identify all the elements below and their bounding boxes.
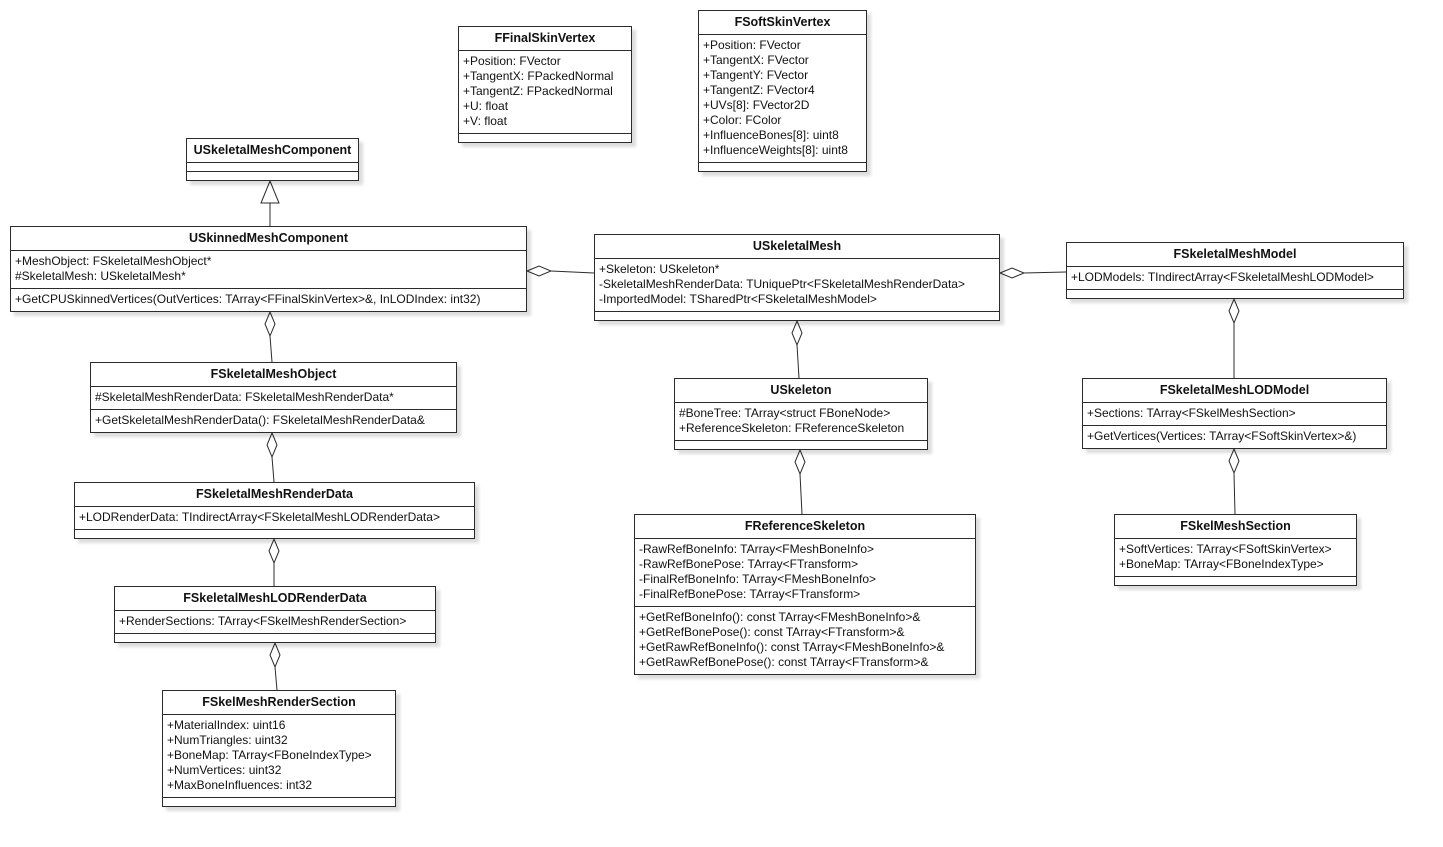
attribute-list bbox=[1083, 403, 1386, 426]
class-name: FSkeletalMeshLODRenderData bbox=[115, 587, 435, 611]
class-uskeleton[interactable] bbox=[674, 378, 928, 450]
class-uskeletalmesh[interactable] bbox=[594, 234, 1000, 321]
attribute: -RawRefBoneInfo: TArray<FMeshBoneInfo> bbox=[639, 542, 875, 556]
attribute-list bbox=[163, 715, 395, 798]
attribute-list bbox=[115, 611, 435, 634]
attribute-list bbox=[699, 35, 866, 163]
class-name: FSkelMeshSection bbox=[1115, 515, 1356, 539]
class-name: FSoftSkinVertex bbox=[699, 11, 866, 35]
class-freferenceskeleton[interactable] bbox=[634, 514, 976, 675]
operation-list bbox=[675, 441, 927, 449]
class-name: USkinnedMeshComponent bbox=[11, 227, 526, 251]
class-fskelmeshrendersection[interactable] bbox=[162, 690, 396, 807]
attribute: +MaterialIndex: uint16 bbox=[167, 718, 286, 732]
attribute-list bbox=[187, 163, 358, 172]
class-name: FSkeletalMeshLODModel bbox=[1083, 379, 1386, 403]
aggregation-line bbox=[800, 474, 802, 514]
aggregation-diamond bbox=[1229, 449, 1239, 473]
class-name: FSkeletalMeshModel bbox=[1067, 243, 1403, 267]
attribute: +Skeleton: USkeleton* bbox=[599, 262, 720, 276]
operation-list bbox=[11, 289, 526, 311]
class-name: USkeletalMesh bbox=[595, 235, 999, 259]
attribute-list bbox=[11, 251, 526, 289]
operation: +GetRawRefBonePose(): const TArray<FTransform>& bbox=[639, 655, 929, 669]
class-fskeletalmeshrenderdata[interactable] bbox=[74, 482, 475, 539]
class-ffinalskinvertex[interactable] bbox=[458, 26, 632, 143]
class-name: USkeletalMeshComponent bbox=[187, 139, 358, 163]
aggregation-diamond bbox=[795, 450, 805, 474]
attribute: +InfluenceWeights[8]: uint8 bbox=[703, 143, 848, 157]
operation: +GetRefBoneInfo(): const TArray<FMeshBoneInfo>& bbox=[639, 610, 921, 624]
aggregation-line bbox=[797, 345, 799, 378]
operation: +GetVertices(Vertices: TArray<FSoftSkinVertex>&) bbox=[1087, 429, 1357, 443]
attribute: +TangentZ: FPackedNormal bbox=[463, 84, 613, 98]
attribute: -SkeletalMeshRenderData: TUniquePtr<FSkeletalMeshRenderData> bbox=[599, 277, 965, 291]
attribute: +TangentY: FVector bbox=[703, 68, 809, 82]
class-name: USkeleton bbox=[675, 379, 927, 403]
class-name: FReferenceSkeleton bbox=[635, 515, 975, 539]
class-fskelmeshsection[interactable] bbox=[1114, 514, 1357, 586]
attribute: +Position: FVector bbox=[463, 54, 561, 68]
attribute: #BoneTree: TArray<struct FBoneNode> bbox=[679, 406, 891, 420]
operation: +GetSkeletalMeshRenderData(): FSkeletalMeshRenderData& bbox=[95, 413, 425, 427]
aggregation-diamond bbox=[527, 266, 551, 276]
attribute: -FinalRefBoneInfo: TArray<FMeshBoneInfo> bbox=[639, 572, 877, 586]
attribute: #SkeletalMesh: USkeletalMesh* bbox=[15, 269, 186, 283]
attribute: -FinalRefBonePose: TArray<FTransform> bbox=[639, 587, 861, 601]
aggregation-diamond bbox=[269, 539, 279, 563]
attribute: +V: float bbox=[463, 114, 507, 128]
operation: +GetRawRefBoneInfo(): const TArray<FMeshBoneInfo>& bbox=[639, 640, 945, 654]
operation: +GetCPUSkinnedVertices(OutVertices: TArray<FFinalSkinVertex>&, InLODIndex: int32) bbox=[15, 292, 481, 306]
attribute-list bbox=[1067, 267, 1403, 290]
attribute: +UVs[8]: FVector2D bbox=[703, 98, 810, 112]
attribute: +MeshObject: FSkeletalMeshObject* bbox=[15, 254, 212, 268]
attribute: +Color: FColor bbox=[703, 113, 782, 127]
attribute-list bbox=[75, 507, 474, 530]
aggregation-line bbox=[551, 271, 594, 273]
attribute-list bbox=[595, 259, 999, 312]
operation-list bbox=[595, 312, 999, 320]
class-fskeletalmeshlodrenderdata[interactable] bbox=[114, 586, 436, 643]
aggregation-diamond bbox=[267, 433, 277, 457]
class-fskeletalmeshlodmodel[interactable] bbox=[1082, 378, 1387, 449]
attribute: +TangentX: FPackedNormal bbox=[463, 69, 614, 83]
aggregation-line bbox=[275, 667, 277, 690]
attribute: +InfluenceBones[8]: uint8 bbox=[703, 128, 839, 142]
attribute: +SoftVertices: TArray<FSoftSkinVertex> bbox=[1119, 542, 1332, 556]
attribute: +U: float bbox=[463, 99, 509, 113]
attribute: +ReferenceSkeleton: FReferenceSkeleton bbox=[679, 421, 905, 435]
class-fsoftskinvertex[interactable] bbox=[698, 10, 867, 172]
class-name: FSkelMeshRenderSection bbox=[163, 691, 395, 715]
aggregation-line bbox=[1024, 272, 1066, 273]
attribute-list bbox=[91, 387, 456, 410]
attribute: +LODModels: TIndirectArray<FSkeletalMeshLODModel> bbox=[1071, 270, 1374, 284]
class-fskeletalmeshobject[interactable] bbox=[90, 362, 457, 433]
aggregation-diamond bbox=[270, 643, 280, 667]
class-name: FFinalSkinVertex bbox=[459, 27, 631, 51]
class-name: FSkeletalMeshObject bbox=[91, 363, 456, 387]
operation-list bbox=[459, 134, 631, 142]
attribute: +TangentX: FVector bbox=[703, 53, 809, 67]
class-uskinnedmeshcomponent[interactable] bbox=[10, 226, 527, 312]
attribute-list bbox=[459, 51, 631, 134]
aggregation-diamond bbox=[1229, 299, 1239, 323]
operation-list bbox=[1067, 290, 1403, 298]
aggregation-diamond bbox=[1000, 268, 1024, 278]
attribute-list bbox=[675, 403, 927, 441]
operation: +GetRefBonePose(): const TArray<FTransform>& bbox=[639, 625, 905, 639]
attribute: -RawRefBonePose: TArray<FTransform> bbox=[639, 557, 859, 571]
attribute: +NumTriangles: uint32 bbox=[167, 733, 288, 747]
operation-list bbox=[75, 530, 474, 538]
class-name: FSkeletalMeshRenderData bbox=[75, 483, 474, 507]
attribute: -ImportedModel: TSharedPtr<FSkeletalMeshModel> bbox=[599, 292, 877, 306]
operation-list bbox=[115, 634, 435, 642]
operation-list bbox=[163, 798, 395, 806]
aggregation-diamond bbox=[265, 312, 275, 336]
attribute: +LODRenderData: TIndirectArray<FSkeletalMeshLODRenderData> bbox=[79, 510, 440, 524]
attribute: +RenderSections: TArray<FSkelMeshRenderSection> bbox=[119, 614, 407, 628]
operation-list bbox=[635, 607, 975, 674]
attribute: +MaxBoneInfluences: int32 bbox=[167, 778, 313, 792]
class-uskeletalmeshcomponent[interactable] bbox=[186, 138, 359, 181]
attribute: +NumVertices: uint32 bbox=[167, 763, 282, 777]
aggregation-diamond bbox=[792, 321, 802, 345]
attribute: +BoneMap: TArray<FBoneIndexType> bbox=[1119, 557, 1324, 571]
attribute-list bbox=[635, 539, 975, 607]
aggregation-line bbox=[270, 336, 272, 362]
attribute: +TangentZ: FVector4 bbox=[703, 83, 815, 97]
operation-list bbox=[91, 410, 456, 432]
aggregation-line bbox=[1234, 473, 1235, 514]
operation-list bbox=[1083, 426, 1386, 448]
attribute: +BoneMap: TArray<FBoneIndexType> bbox=[167, 748, 372, 762]
generalization-arrowhead bbox=[261, 181, 279, 203]
operation-list bbox=[699, 163, 866, 171]
attribute: +Sections: TArray<FSkelMeshSection> bbox=[1087, 406, 1296, 420]
aggregation-line bbox=[272, 457, 274, 482]
class-fskeletalmeshmodel[interactable] bbox=[1066, 242, 1404, 299]
operation-list bbox=[1115, 577, 1356, 585]
operation-list bbox=[187, 172, 358, 180]
attribute: +Position: FVector bbox=[703, 38, 801, 52]
attribute-list bbox=[1115, 539, 1356, 577]
attribute: #SkeletalMeshRenderData: FSkeletalMeshRenderData* bbox=[95, 390, 394, 404]
